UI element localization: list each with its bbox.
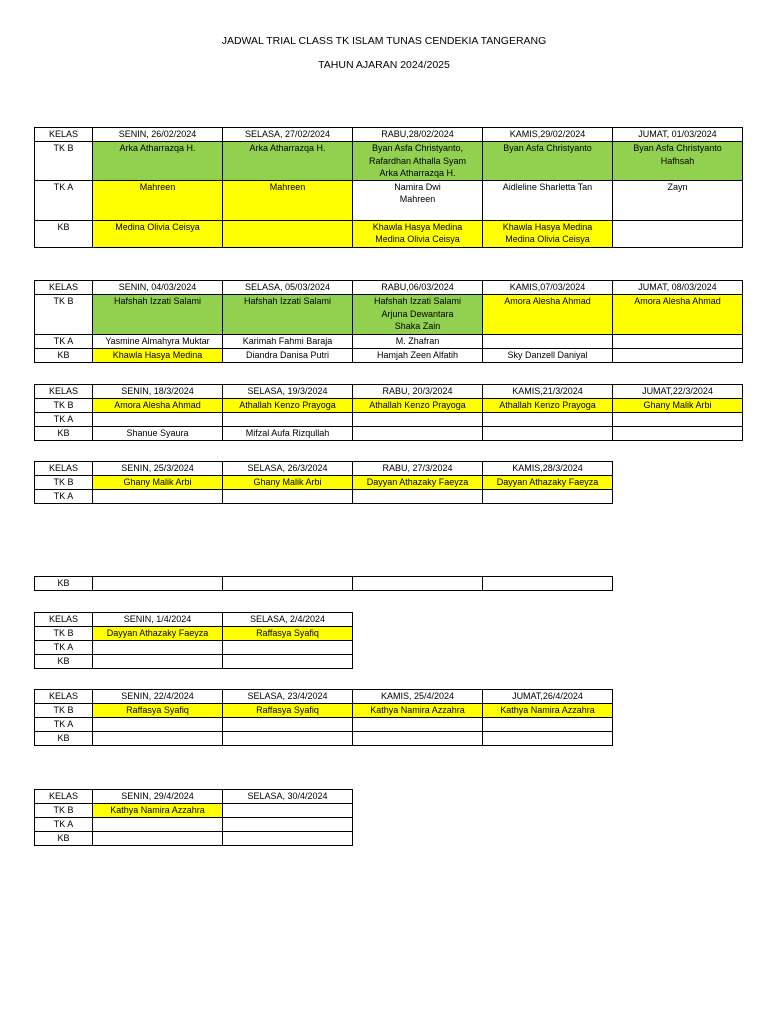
- student-name: Khawla Hasya Medina: [112, 350, 203, 360]
- student-name: TK A: [53, 336, 74, 346]
- student-name: Athallah Kenzo Prayoga: [499, 400, 596, 410]
- student-name: TK A: [53, 819, 74, 829]
- table-row: [35, 641, 353, 655]
- schedule-cell: [483, 349, 613, 363]
- schedule-cell: [223, 832, 353, 846]
- schedule-cell: [353, 490, 483, 504]
- student-name: Raffasya Syafiq: [256, 628, 319, 638]
- schedule-cell: [483, 142, 613, 181]
- day-header: JUMAT, 08/03/2024: [613, 281, 743, 295]
- schedule-cell: [483, 732, 613, 746]
- day-header: JUMAT,22/3/2024: [613, 385, 743, 399]
- schedule-cell: [223, 718, 353, 732]
- class-label: [35, 718, 93, 732]
- table-row: [35, 349, 743, 363]
- schedule-table: [34, 789, 353, 846]
- schedule-cell: [93, 295, 223, 335]
- student-name: KB: [57, 578, 70, 588]
- schedule-cell: [93, 399, 223, 413]
- schedule-cell: [223, 180, 353, 220]
- schedule-cell: [223, 220, 353, 247]
- kelas-header: KELAS: [35, 128, 93, 142]
- schedule-cell: [353, 295, 483, 335]
- student-name: Rafardhan Athalla Syam: [368, 155, 467, 166]
- schedule-cell: [223, 142, 353, 181]
- class-label: [35, 427, 93, 441]
- student-name: Zayn: [667, 181, 688, 192]
- schedule-cell: [223, 818, 353, 832]
- day-header: RABU,06/03/2024: [353, 281, 483, 295]
- schedule-cell: [483, 399, 613, 413]
- schedule-cell: [483, 718, 613, 732]
- schedule-cell: [483, 577, 613, 591]
- day-header: SENIN, 26/02/2024: [93, 128, 223, 142]
- schedule-cell: [93, 476, 223, 490]
- student-name: Arka Atharrazqa H.: [249, 143, 326, 153]
- student-name: Dayyan Athazaky Faeyza: [496, 477, 599, 487]
- schedule-cell: [223, 641, 353, 655]
- table-row: [35, 427, 743, 441]
- schedule-cell: [613, 399, 743, 413]
- table-header-row: [35, 790, 353, 804]
- schedule-cell: [613, 349, 743, 363]
- day-header: JUMAT,26/4/2024: [483, 690, 613, 704]
- student-name: Medina Olivia Ceisya: [375, 234, 460, 244]
- schedule-table: [34, 612, 353, 669]
- student-name: Mahreen: [399, 194, 436, 204]
- day-header: KAMIS,28/3/2024: [483, 462, 613, 476]
- class-label: [35, 627, 93, 641]
- table-row: [35, 476, 613, 490]
- student-name: Shaka Zain: [394, 321, 441, 331]
- student-name: Shanue Syaura: [126, 428, 189, 438]
- schedule-cell: [613, 220, 743, 247]
- student-name: Medina Olivia Ceisya: [505, 234, 590, 244]
- schedule-cell: [93, 427, 223, 441]
- student-name: M. Zhafran: [395, 336, 440, 346]
- schedule-cell: [223, 490, 353, 504]
- schedule-cell: [483, 704, 613, 718]
- student-name: Ghany Malik Arbi: [253, 477, 322, 487]
- table-header-row: [35, 462, 613, 476]
- student-name: Raffasya Syafiq: [126, 705, 189, 715]
- student-name: Khawla Hasya Medina: [372, 221, 463, 232]
- class-label: [35, 349, 93, 363]
- kelas-header: KELAS: [35, 385, 93, 399]
- schedule-cell: [93, 804, 223, 818]
- schedule-cell: [353, 427, 483, 441]
- student-name: KB: [57, 428, 70, 438]
- class-label: [35, 399, 93, 413]
- student-name: TK B: [53, 705, 74, 715]
- day-header: RABU, 27/3/2024: [353, 462, 483, 476]
- student-name: Kathya Namira Azzahra: [110, 805, 205, 815]
- table-row: [35, 295, 743, 335]
- day-header: RABU, 20/3/2024: [353, 385, 483, 399]
- class-label: [35, 142, 93, 181]
- student-name: TK A: [53, 719, 74, 729]
- day-header: SELASA, 23/4/2024: [223, 690, 353, 704]
- schedule-cell: [93, 627, 223, 641]
- student-name: Mifzal Aufa Rizqullah: [245, 428, 330, 438]
- student-name: Mahreen: [139, 181, 176, 192]
- day-header: SELASA, 27/02/2024: [223, 128, 353, 142]
- class-label: [35, 655, 93, 669]
- student-name: Kathya Namira Azzahra: [370, 705, 465, 715]
- schedule-cell: [613, 180, 743, 220]
- day-header: SENIN, 29/4/2024: [93, 790, 223, 804]
- day-header: KAMIS,07/03/2024: [483, 281, 613, 295]
- student-name: Byan Asfa Christyanto: [503, 143, 592, 153]
- schedule-cell: [223, 704, 353, 718]
- table-row: [35, 818, 353, 832]
- schedule-cell: [353, 349, 483, 363]
- student-name: TK B: [53, 477, 74, 487]
- student-name: Amora Alesha Ahmad: [634, 296, 721, 306]
- schedule-cell: [353, 718, 483, 732]
- kelas-header: KELAS: [35, 690, 93, 704]
- schedule-cell: [93, 349, 223, 363]
- class-label: [35, 335, 93, 349]
- class-label: [35, 804, 93, 818]
- class-label: [35, 490, 93, 504]
- schedule-cell: [223, 476, 353, 490]
- student-name: Dayyan Athazaky Faeyza: [106, 628, 209, 638]
- student-name: Dayyan Athazaky Faeyza: [366, 477, 469, 487]
- day-header: SENIN, 25/3/2024: [93, 462, 223, 476]
- day-header: SENIN, 22/4/2024: [93, 690, 223, 704]
- day-header: SELASA, 26/3/2024: [223, 462, 353, 476]
- student-name: TK B: [53, 628, 74, 638]
- schedule-cell: [223, 732, 353, 746]
- day-header: RABU,28/02/2024: [353, 128, 483, 142]
- day-header: SELASA, 30/4/2024: [223, 790, 353, 804]
- table-row: [35, 142, 743, 181]
- student-name: Byan Asfa Christyanto,: [371, 143, 464, 153]
- day-header: SELASA, 05/03/2024: [223, 281, 353, 295]
- class-label: [35, 704, 93, 718]
- schedule-cell: [483, 220, 613, 247]
- class-label: [35, 577, 93, 591]
- schedule-cell: [93, 142, 223, 181]
- student-name: Sky Danzell Daniyal: [507, 350, 588, 360]
- schedule-cell: [223, 655, 353, 669]
- schedule-cell: [93, 413, 223, 427]
- class-label: [35, 180, 93, 220]
- schedule-cell: [613, 413, 743, 427]
- student-name: Hamjah Zeen Alfatih: [376, 350, 459, 360]
- schedule-table: [34, 689, 613, 746]
- schedule-cell: [93, 718, 223, 732]
- schedule-cell: [613, 427, 743, 441]
- student-name: Namira Dwi: [394, 181, 441, 192]
- table-row: [35, 490, 613, 504]
- schedule-cell: [223, 577, 353, 591]
- student-name: Kathya Namira Azzahra: [500, 705, 595, 715]
- student-name: TK A: [53, 642, 74, 652]
- table-header-row: [35, 128, 743, 142]
- day-header: SELASA, 2/4/2024: [223, 613, 353, 627]
- student-name: Hafshah Izzati Salami: [113, 296, 202, 306]
- table-header-row: [35, 385, 743, 399]
- schedule-cell: [223, 413, 353, 427]
- table-header-row: [35, 690, 613, 704]
- day-header: KAMIS,29/02/2024: [483, 128, 613, 142]
- page-title: JADWAL TRIAL CLASS TK ISLAM TUNAS CENDEKIA TANGERANG: [221, 35, 547, 47]
- schedule-cell: [353, 413, 483, 427]
- schedule-cell: [223, 349, 353, 363]
- schedule-table: [34, 280, 743, 363]
- schedule-cell: [353, 399, 483, 413]
- class-label: [35, 832, 93, 846]
- schedule-cell: [93, 818, 223, 832]
- schedule-cell: [223, 627, 353, 641]
- schedule-cell: [613, 142, 743, 181]
- student-name: TK A: [53, 491, 74, 501]
- student-name: Raffasya Syafiq: [256, 705, 319, 715]
- class-label: [35, 413, 93, 427]
- table-row: [35, 718, 613, 732]
- schedule-cell: [483, 427, 613, 441]
- student-name: TK B: [53, 400, 74, 410]
- student-name: Medina Olivia Ceisya: [115, 221, 200, 232]
- student-name: Ghany Malik Arbi: [643, 400, 712, 410]
- student-name: KB: [57, 350, 70, 360]
- schedule-cell: [483, 476, 613, 490]
- kelas-header: KELAS: [35, 613, 93, 627]
- schedule-table: [34, 384, 743, 441]
- schedule-table: [34, 461, 613, 504]
- schedule-cell: [353, 220, 483, 247]
- schedule-cell: [353, 704, 483, 718]
- table-row: [35, 804, 353, 818]
- page-subtitle: TAHUN AJARAN 2024/2025: [318, 59, 450, 71]
- student-name: Arka Atharrazqa H.: [119, 143, 196, 153]
- student-name: Amora Alesha Ahmad: [504, 296, 591, 306]
- table-row: [35, 832, 353, 846]
- schedule-cell: [353, 180, 483, 220]
- schedule-cell: [93, 832, 223, 846]
- schedule-cell: [93, 704, 223, 718]
- table-row: [35, 627, 353, 641]
- table-row: [35, 180, 743, 220]
- schedule-cell: [353, 732, 483, 746]
- schedule-cell: [483, 180, 613, 220]
- schedule-cell: [223, 399, 353, 413]
- table-row: [35, 399, 743, 413]
- schedule-cell: [353, 476, 483, 490]
- student-name: Aidleline Sharletta Tan: [502, 181, 593, 192]
- table-row: [35, 335, 743, 349]
- schedule-cell: [483, 490, 613, 504]
- schedule-table: [34, 576, 613, 591]
- class-label: [35, 818, 93, 832]
- student-name: KB: [57, 733, 70, 743]
- table-row: [35, 577, 613, 591]
- student-name: Ghany Malik Arbi: [123, 477, 192, 487]
- day-header: SENIN, 18/3/2024: [93, 385, 223, 399]
- day-header: JUMAT, 01/03/2024: [613, 128, 743, 142]
- schedule-cell: [93, 641, 223, 655]
- schedule-cell: [93, 577, 223, 591]
- student-name: Hafshah Izzati Salami: [243, 296, 332, 306]
- class-label: [35, 641, 93, 655]
- class-label: [35, 295, 93, 335]
- day-header: SENIN, 1/4/2024: [93, 613, 223, 627]
- student-name: Arjuna Dewantara: [381, 308, 454, 319]
- student-name: Khawla Hasya Medina: [502, 221, 593, 232]
- student-name: TK B: [53, 143, 74, 153]
- table-header-row: [35, 281, 743, 295]
- day-header: KAMIS, 25/4/2024: [353, 690, 483, 704]
- student-name: Diandra Danisa Putri: [245, 350, 330, 360]
- day-header: SELASA, 19/3/2024: [223, 385, 353, 399]
- kelas-header: KELAS: [35, 462, 93, 476]
- schedule-cell: [93, 220, 223, 247]
- table-row: [35, 413, 743, 427]
- schedule-cell: [353, 142, 483, 181]
- schedule-cell: [483, 335, 613, 349]
- student-name: Amora Alesha Ahmad: [114, 400, 201, 410]
- student-name: Byan Asfa Christyanto: [633, 143, 722, 153]
- schedule-cell: [223, 295, 353, 335]
- schedule-cell: [483, 413, 613, 427]
- table-row: [35, 655, 353, 669]
- schedule-cell: [353, 335, 483, 349]
- student-name: TK A: [53, 414, 74, 424]
- schedule-cell: [613, 335, 743, 349]
- schedule-cell: [223, 427, 353, 441]
- table-row: [35, 732, 613, 746]
- student-name: KB: [57, 656, 70, 666]
- student-name: Arka Atharrazqa H.: [379, 168, 456, 178]
- schedule-table: [34, 127, 743, 248]
- student-name: TK B: [53, 805, 74, 815]
- student-name: KB: [57, 833, 70, 843]
- student-name: TK B: [53, 296, 74, 306]
- schedule-cell: [93, 490, 223, 504]
- table-row: [35, 220, 743, 247]
- schedule-cell: [93, 655, 223, 669]
- schedule-cell: [353, 577, 483, 591]
- schedule-cell: [223, 335, 353, 349]
- day-header: KAMIS,21/3/2024: [483, 385, 613, 399]
- schedule-cell: [223, 804, 353, 818]
- schedule-cell: [93, 180, 223, 220]
- student-name: Yasmine Almahyra Muktar: [105, 336, 210, 346]
- student-name: TK A: [53, 181, 74, 192]
- student-name: Hafshah Izzati Salami: [373, 296, 462, 306]
- student-name: Karimah Fahmi Baraja: [242, 336, 333, 346]
- student-name: Hafhsah: [660, 155, 695, 166]
- table-header-row: [35, 613, 353, 627]
- kelas-header: KELAS: [35, 281, 93, 295]
- student-name: Athallah Kenzo Prayoga: [239, 400, 336, 410]
- class-label: [35, 220, 93, 247]
- class-label: [35, 476, 93, 490]
- class-label: [35, 732, 93, 746]
- schedule-cell: [483, 295, 613, 335]
- day-header: SENIN, 04/03/2024: [93, 281, 223, 295]
- kelas-header: KELAS: [35, 790, 93, 804]
- student-name: Mahreen: [269, 181, 306, 192]
- schedule-cell: [93, 335, 223, 349]
- schedule-cell: [93, 732, 223, 746]
- student-name: KB: [57, 221, 70, 232]
- table-row: [35, 704, 613, 718]
- schedule-cell: [613, 295, 743, 335]
- student-name: Athallah Kenzo Prayoga: [369, 400, 466, 410]
